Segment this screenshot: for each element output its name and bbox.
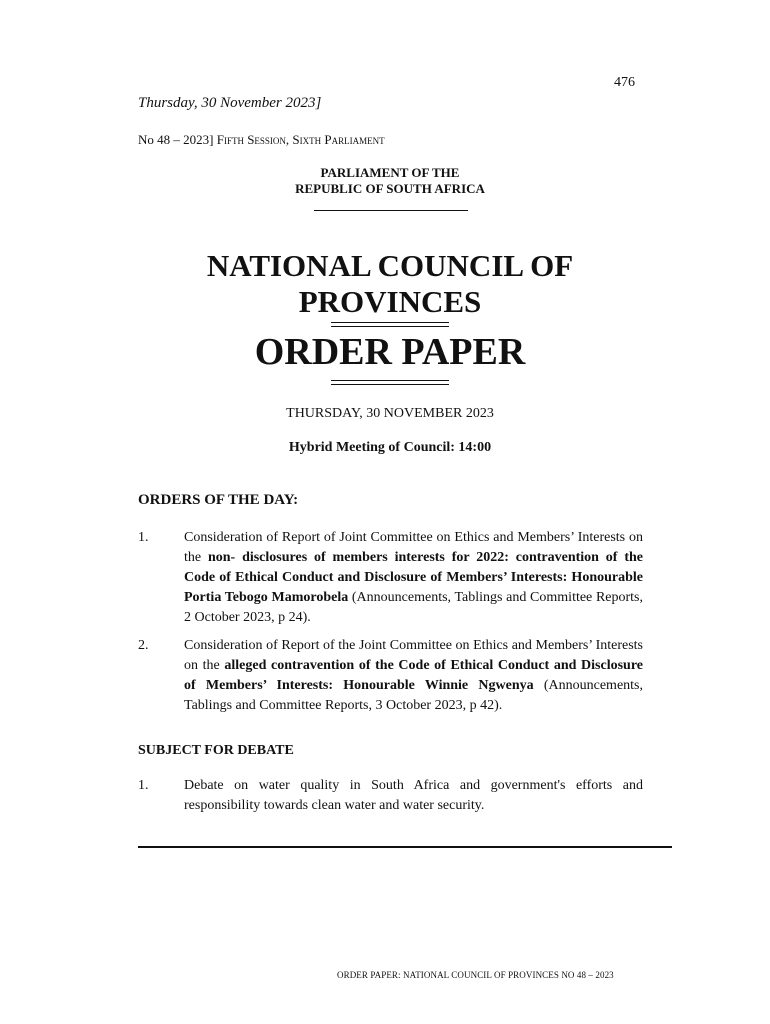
order-item <box>138 636 643 716</box>
order-item-plain: Consideration of Report of Joint Committee on Ethics and Members’ Interests on the <box>184 530 643 565</box>
page-footer: ORDER PAPER: NATIONAL COUNCIL OF PROVINCES NO 48 – 2023 <box>337 970 614 980</box>
order-item-bold: alleged contravention of the Code of Ethical Conduct and Disclosure of Members’ Interests: Honourable Winnie Ngwenya <box>184 658 643 693</box>
order-item <box>138 528 643 628</box>
order-item-reference: (Announcements, Tablings and Committee Reports, 3 October 2023, p 42). <box>184 678 643 713</box>
session-name: Fifth Session, Sixth Parliament <box>216 132 385 147</box>
order-item-bold: non- disclosures of members interests for 2022: contravention of the Code of Ethical Conduct and Disclosure of Members’ Interests: Honourable Portia Tebogo Mamorobela <box>184 550 643 605</box>
council-name-line-1: NATIONAL COUNCIL OF <box>206 248 574 283</box>
title-double-rule-top <box>331 322 449 327</box>
meeting-date: THURSDAY, 30 NOVEMBER 2023 <box>286 406 494 421</box>
order-item-reference: (Announcements, Tablings and Committee Reports, 2 October 2023, p 24). <box>184 590 644 625</box>
council-name-line-2: PROVINCES <box>298 284 482 319</box>
session-line <box>138 132 385 148</box>
order-item-text <box>184 528 643 628</box>
subject-item-number: 1. <box>138 778 149 793</box>
order-item-plain: Consideration of Report of the Joint Committee on Ethics and Members’ Interests on the <box>184 638 643 673</box>
document-title: ORDER PAPER <box>254 331 526 373</box>
subject-item <box>138 776 643 816</box>
orders-heading: ORDERS OF THE DAY: <box>138 492 299 508</box>
date-line: Thursday, 30 November 2023] <box>138 95 322 111</box>
subject-item-text: Debate on water quality in South Africa and government's efforts and responsibility towards clean water and water security. <box>184 778 643 813</box>
council-name <box>0 248 770 320</box>
page-number: 476 <box>614 75 635 90</box>
parliament-line-1: PARLIAMENT OF THE <box>320 165 460 180</box>
subject-heading: SUBJECT FOR DEBATE <box>138 743 294 758</box>
order-item-text <box>184 636 643 716</box>
header-divider <box>314 210 468 211</box>
order-item-number: 2. <box>138 638 149 653</box>
meeting-time: Hybrid Meeting of Council: 14:00 <box>288 440 492 455</box>
parliament-line-2: REPUBLIC OF SOUTH AFRICA <box>295 181 485 196</box>
issue-number: No 48 – 2023] <box>138 132 214 147</box>
title-double-rule-bottom <box>331 380 449 385</box>
end-divider <box>138 846 672 848</box>
order-item-number: 1. <box>138 530 149 545</box>
